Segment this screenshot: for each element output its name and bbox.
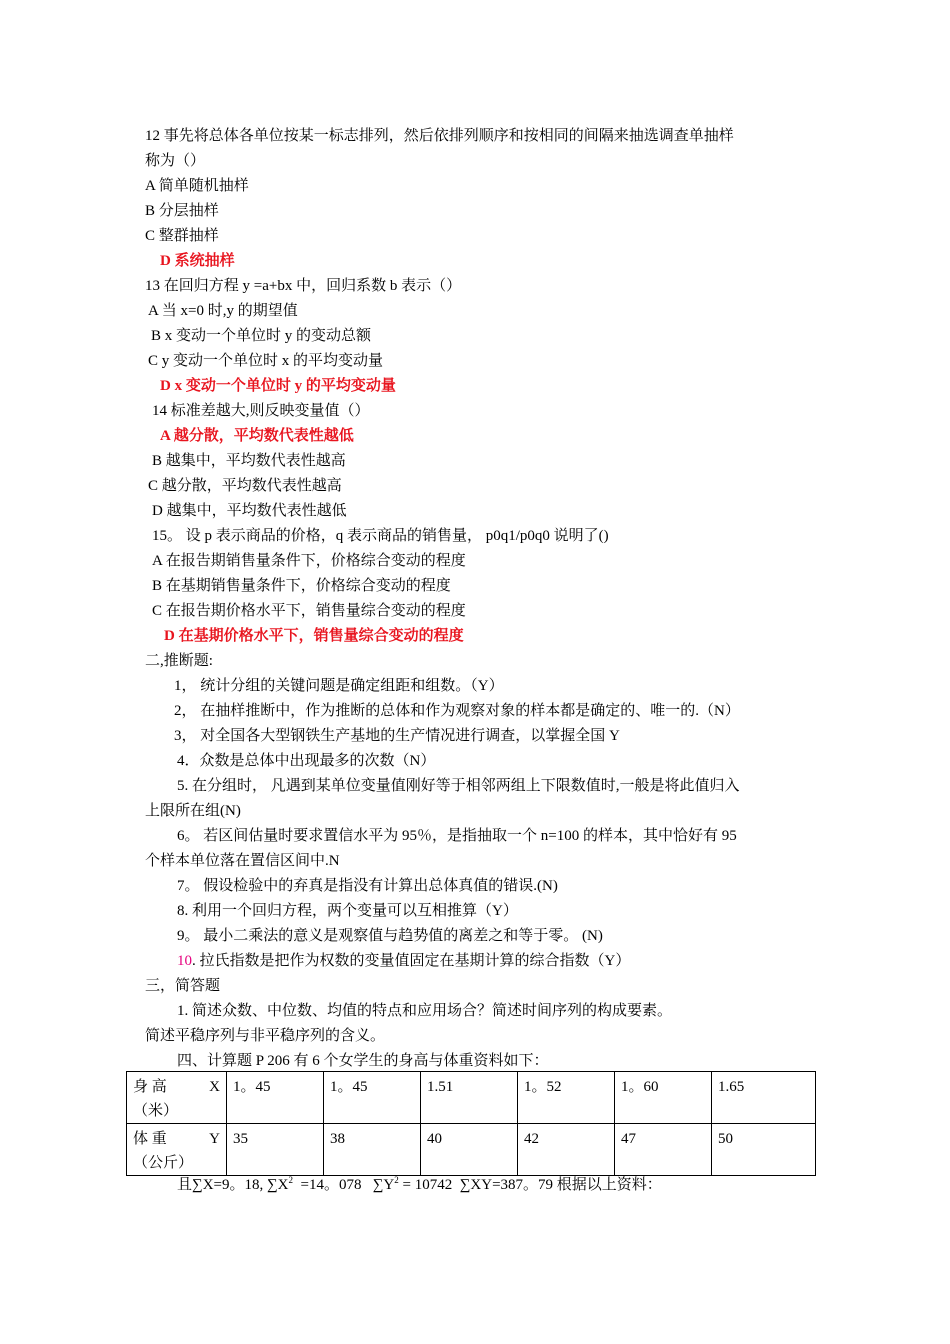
judgment-item: 3， 对全国各大型钢铁生产基地的生产情况进行调查，以掌握全国 Y — [174, 728, 620, 744]
weight-symbol: Y — [209, 1131, 220, 1147]
q15-option-c: C 在报告期价格水平下，销售量综合变动的程度 — [152, 603, 466, 619]
summary-part-a: 且∑X=9。18, ∑X — [177, 1177, 289, 1193]
judgment-item: 4．众数是总体中出现最多的次数（N） — [177, 753, 436, 769]
q12-option-a: A 简单随机抽样 — [145, 178, 249, 194]
q15-stem: 15。 设 p 表示商品的价格，q 表示商品的销售量， p0q1/p0q0 说明了() — [152, 528, 609, 544]
judgment-item: 1， 统计分组的关键问题是确定组距和组数。（Y） — [174, 678, 504, 694]
table-cell: 50 — [712, 1124, 816, 1176]
table-cell: 1。52 — [518, 1072, 615, 1124]
q12-option-b: B 分层抽样 — [145, 203, 219, 219]
short-answer-q1: 1. 简述众数、中位数、均值的特点和应用场合？简述时间序列的构成要素。 — [177, 1003, 673, 1019]
short-answer-q2: 简述平稳序列与非平稳序列的含义。 — [145, 1028, 386, 1044]
table-cell: 1。45 — [324, 1072, 421, 1124]
judgment-item: 8. 利用一个回归方程，两个变量可以互相推算（Y） — [177, 903, 518, 919]
table-cell: 38 — [324, 1124, 421, 1176]
judgment-item: 2， 在抽样推断中，作为推断的总体和作为观察对象的样本都是确定的、唯一的.（N） — [174, 703, 740, 719]
judgment-item-continued: 上限所在组(N) — [145, 803, 241, 819]
summary-exponent-2: 2 — [394, 1175, 399, 1185]
q12-stem-line2: 称为（） — [145, 153, 206, 169]
q14-option-d: D 越集中，平均数代表性越低 — [152, 503, 347, 519]
judgment-item: 9。 最小二乘法的意义是观察值与趋势值的离差之和等于零。 (N) — [177, 928, 603, 944]
summary-part-b: =14。078 ∑Y — [293, 1177, 395, 1193]
section3-title: 三，简答题 — [145, 978, 221, 994]
height-label: 身 高 — [133, 1079, 167, 1095]
q12-option-c: C 整群抽样 — [145, 228, 219, 244]
section2-title: 二,推断题: — [145, 653, 213, 669]
q13-option-b: B x 变动一个单位时 y 的变动总额 — [151, 328, 372, 344]
height-unit: （米） — [133, 1103, 179, 1119]
judgment-item-10 — [177, 951, 847, 971]
section4-title: 四、计算题 P 206 有 6 个女学生的身高与体重资料如下： — [177, 1053, 549, 1069]
judgment-item-continued: 个样本单位落在置信区间中.N — [145, 853, 340, 869]
q15-option-a: A 在报告期销售量条件下，价格综合变动的程度 — [152, 553, 466, 569]
height-symbol: X — [209, 1079, 220, 1095]
q15-option-b: B 在基期销售量条件下，价格综合变动的程度 — [152, 578, 451, 594]
q12-stem-line1: 12 事先将总体各单位按某一标志排列，然后依排列顺序和按相同的间隔来抽选调查单抽样 — [145, 128, 734, 144]
q13-stem: 13 在回归方程 y =a+bx 中，回归系数 b 表示（） — [145, 278, 462, 294]
table-row-height — [127, 1072, 816, 1124]
table-row-weight — [127, 1124, 816, 1176]
row-header-height — [127, 1072, 227, 1124]
table-cell: 42 — [518, 1124, 615, 1176]
summary-exponent-1: 2 — [288, 1175, 294, 1185]
q13-option-c: C y 变动一个单位时 x 的平均变动量 — [148, 353, 384, 369]
height-weight-table — [126, 1071, 816, 1176]
q14-option-b: B 越集中，平均数代表性越高 — [152, 453, 346, 469]
judgment-item: 6。 若区间估量时要求置信水平为 95％，是指抽取一个 n=100 的样本，其中恰好有 95 — [177, 828, 737, 844]
table-cell: 1。60 — [615, 1072, 712, 1124]
table-cell: 35 — [227, 1124, 324, 1176]
table-cell: 1.65 — [712, 1072, 816, 1124]
row-header-weight — [127, 1124, 227, 1176]
table-cell: 47 — [615, 1124, 712, 1176]
q14-stem: 14 标准差越大,则反映变量值（） — [152, 403, 370, 419]
summary-statistics — [177, 1175, 847, 1195]
q13-option-a: A 当 x=0 时,y 的期望值 — [148, 303, 298, 319]
q13-answer-d: D x 变动一个单位时 y 的平均变动量 — [160, 378, 396, 394]
q14-option-c: C 越分散，平均数代表性越高 — [148, 478, 342, 494]
judgment-item: 7。 假设检验中的弃真是指没有计算出总体真值的错误.(N) — [177, 878, 558, 894]
table-cell: 40 — [421, 1124, 518, 1176]
table-cell: 1。45 — [227, 1072, 324, 1124]
item10-number: 10 — [177, 953, 192, 969]
q14-answer-a: A 越分散，平均数代表性越低 — [160, 428, 354, 444]
item10-text: . 拉氏指数是把作为权数的变量值固定在基期计算的综合指数（Y） — [192, 953, 631, 969]
summary-part-c: = 10742 ∑XY=387。79 根据以上资料： — [398, 1177, 662, 1193]
q15-answer-d: D 在基期价格水平下，销售量综合变动的程度 — [164, 628, 464, 644]
judgment-item: 5. 在分组时， 凡遇到某单位变量值刚好等于相邻两组上下限数值时,一般是将此值归入 — [177, 778, 740, 794]
q12-answer-d: D 系统抽样 — [160, 253, 235, 269]
table-cell: 1.51 — [421, 1072, 518, 1124]
weight-unit: （公斤） — [133, 1155, 194, 1171]
weight-label: 体 重 — [133, 1131, 167, 1147]
